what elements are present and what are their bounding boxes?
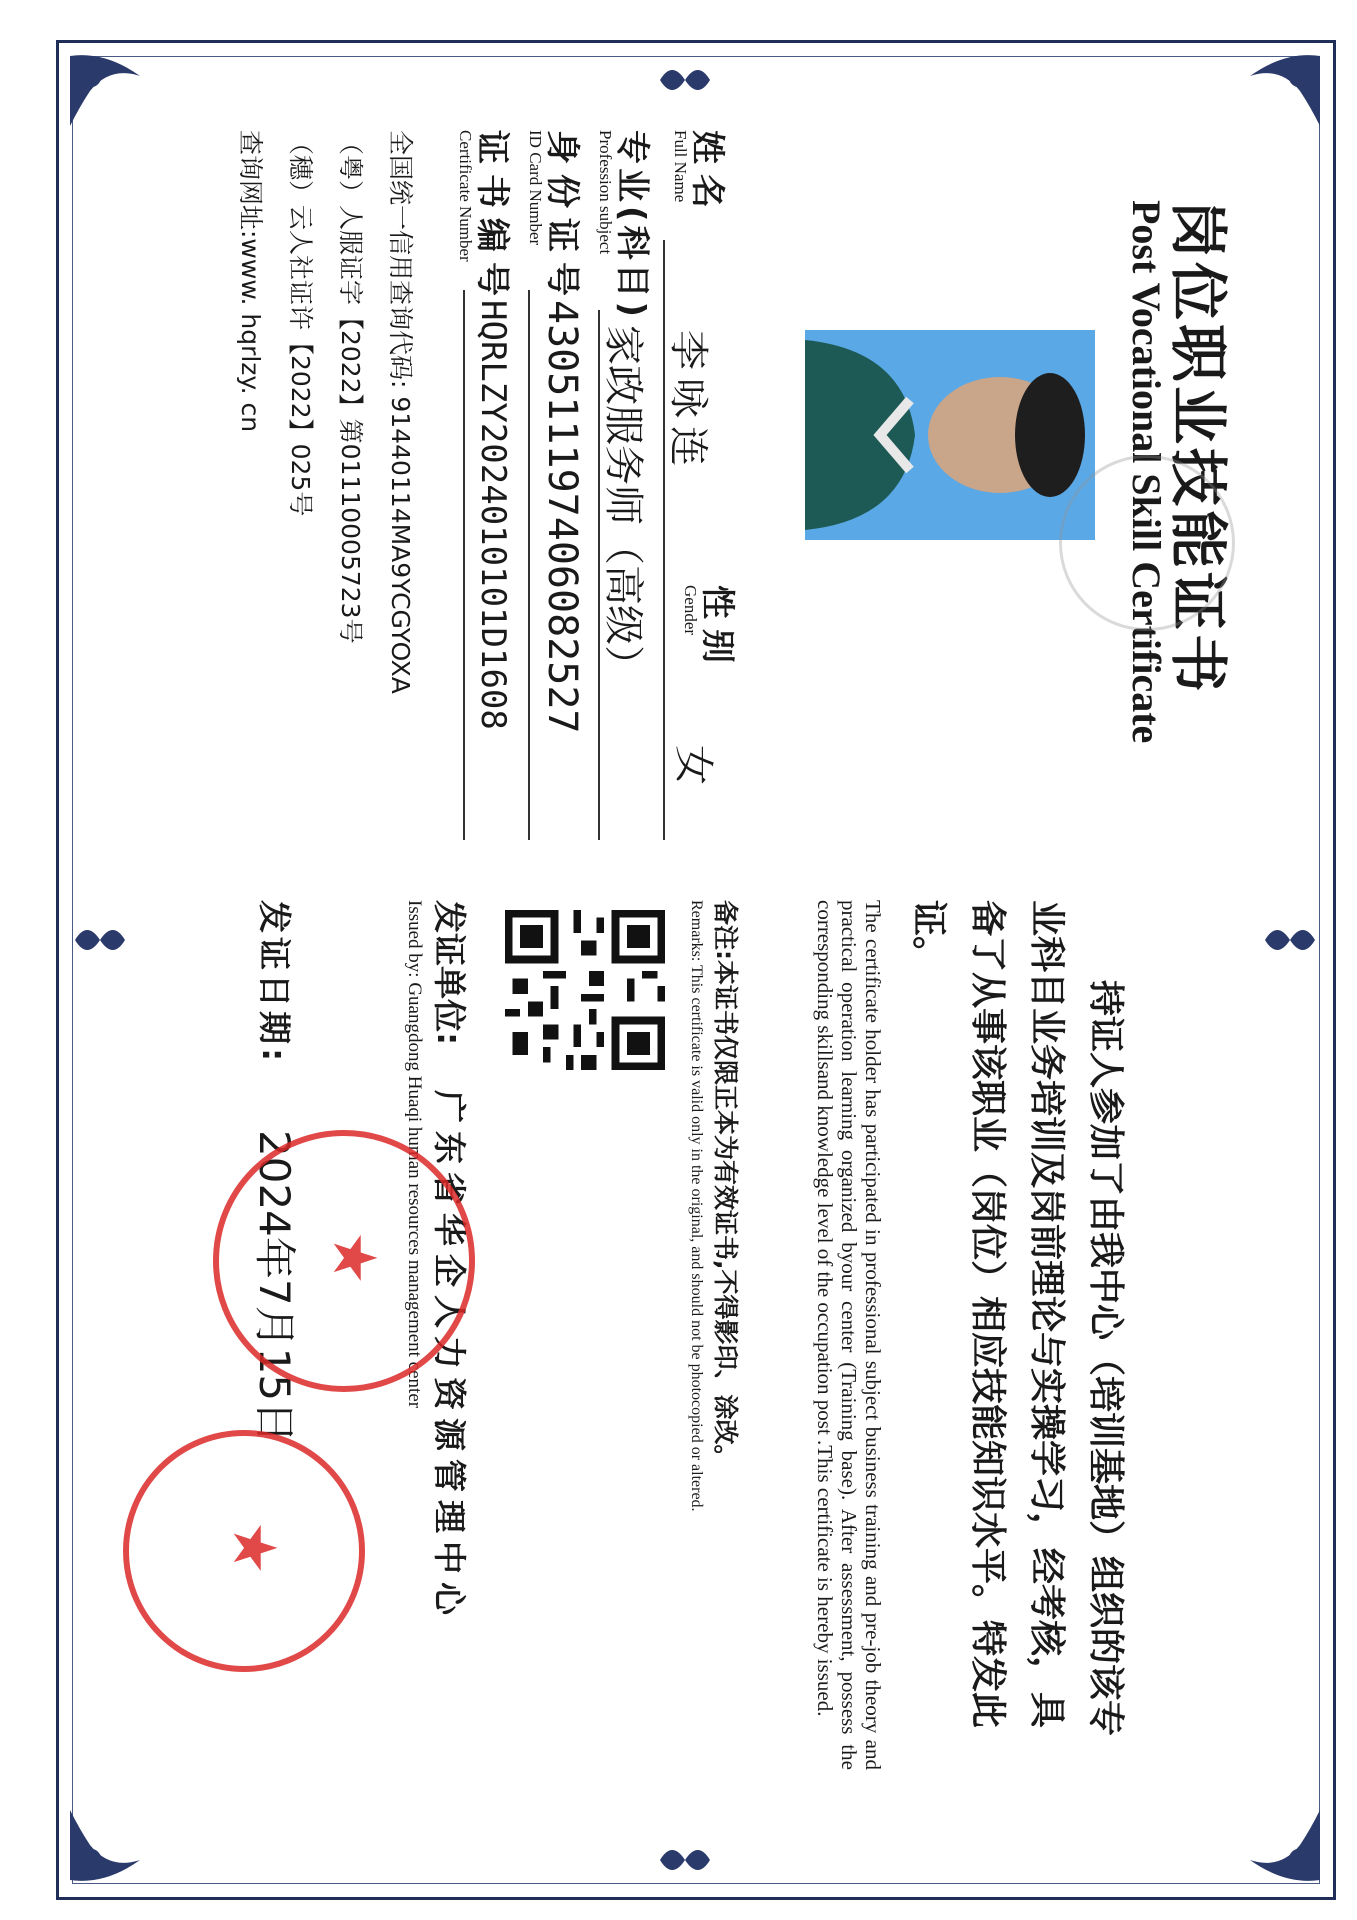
- name-value: 李咏连: [665, 330, 711, 474]
- cloud-license-line: （穗）云人社证许【2022】025号: [286, 130, 315, 517]
- id-card-value: 430511197406082527: [539, 300, 585, 734]
- certificate-title-en: Post Vocational Skill Certificate: [1124, 200, 1169, 744]
- certificate-title-cn: 岗位职业技能证书: [1164, 200, 1232, 697]
- issuer-name-en: Issued by: Guangdong Huaqi human resources management center: [404, 900, 425, 1409]
- issue-date-value: 2024年7月15日: [250, 1130, 299, 1444]
- statement-en: The certificate holder has participated in professional subject business training and pre-job theory and practical operation learning organized byour center (Training base). After assessment, possess the corresponding skillsand knowledge level of the occupation post .This certificate is hereby issued.: [813, 900, 885, 1770]
- gender-underline: [663, 670, 665, 840]
- name-label-en: Full Name: [671, 130, 690, 203]
- remark-cn: 备注:本证书仅限正本为有效证书,不得影印、涂改。: [711, 900, 740, 1470]
- official-seal-icon: ★: [213, 1130, 475, 1392]
- issue-date-label: 发证日期:: [255, 900, 294, 1066]
- side-ornament-icon: [660, 1840, 710, 1880]
- cert-no-label-en: Certificate Number: [456, 130, 475, 262]
- id-card-label-en: ID Card Number: [526, 130, 545, 246]
- gender-label-en: Gender: [681, 585, 700, 636]
- name-underline: [663, 240, 665, 670]
- gender-label: 性别: [697, 585, 737, 673]
- issuer-name-cn: 广东省华企人力资源管理中心: [430, 1090, 469, 1623]
- cert-no-value: HQRLZY2024010101D1608: [473, 300, 513, 730]
- corner-ornament-icon: [1240, 46, 1330, 136]
- side-ornament-icon: [1265, 920, 1315, 960]
- issuer-label: 发证单位:: [430, 900, 469, 1046]
- credit-code-line: 全国统一信用查询代码: 91440114MA9YCGYOXA: [386, 130, 415, 694]
- side-ornament-icon: [660, 60, 710, 100]
- id-card-label: 身份证号: [542, 130, 582, 306]
- id-card-underline: [528, 290, 530, 840]
- profession-label-en: Profession subject: [596, 130, 615, 255]
- certificate-content: [105, 130, 1265, 1830]
- official-seal-icon: ★: [123, 1430, 365, 1672]
- verification-qr-code[interactable]: [505, 910, 665, 1070]
- photo-steel-seal-icon: [1059, 455, 1235, 631]
- hr-license-line: （粤）人服证字【2022】第01110005723号: [336, 130, 365, 644]
- name-label: 姓名: [687, 130, 727, 218]
- holder-photo: [805, 330, 1095, 540]
- cert-no-label: 证书编号: [472, 130, 512, 306]
- profession-underline: [598, 310, 600, 840]
- website-line: 查询网址:www. hqrlzy. cn: [236, 130, 265, 433]
- statement-cn: 持证人参加了由我中心（培训基地）组织的该专业科目业务培训及岗前理论与实操学习，经考核，具备了从事该职业（岗位）相应技能知识水平。特发此证。: [908, 900, 1126, 1737]
- gender-value: 女: [670, 745, 716, 785]
- remark-en: Remarks: This certificate is valid only in the original, and should not be photocopied or altered.: [688, 900, 705, 1512]
- profession-label: 专业(科目): [612, 130, 652, 322]
- corner-ornament-icon: [60, 46, 150, 136]
- profession-value: 家政服务师（高级）: [600, 325, 646, 685]
- cert-no-underline: [463, 290, 465, 840]
